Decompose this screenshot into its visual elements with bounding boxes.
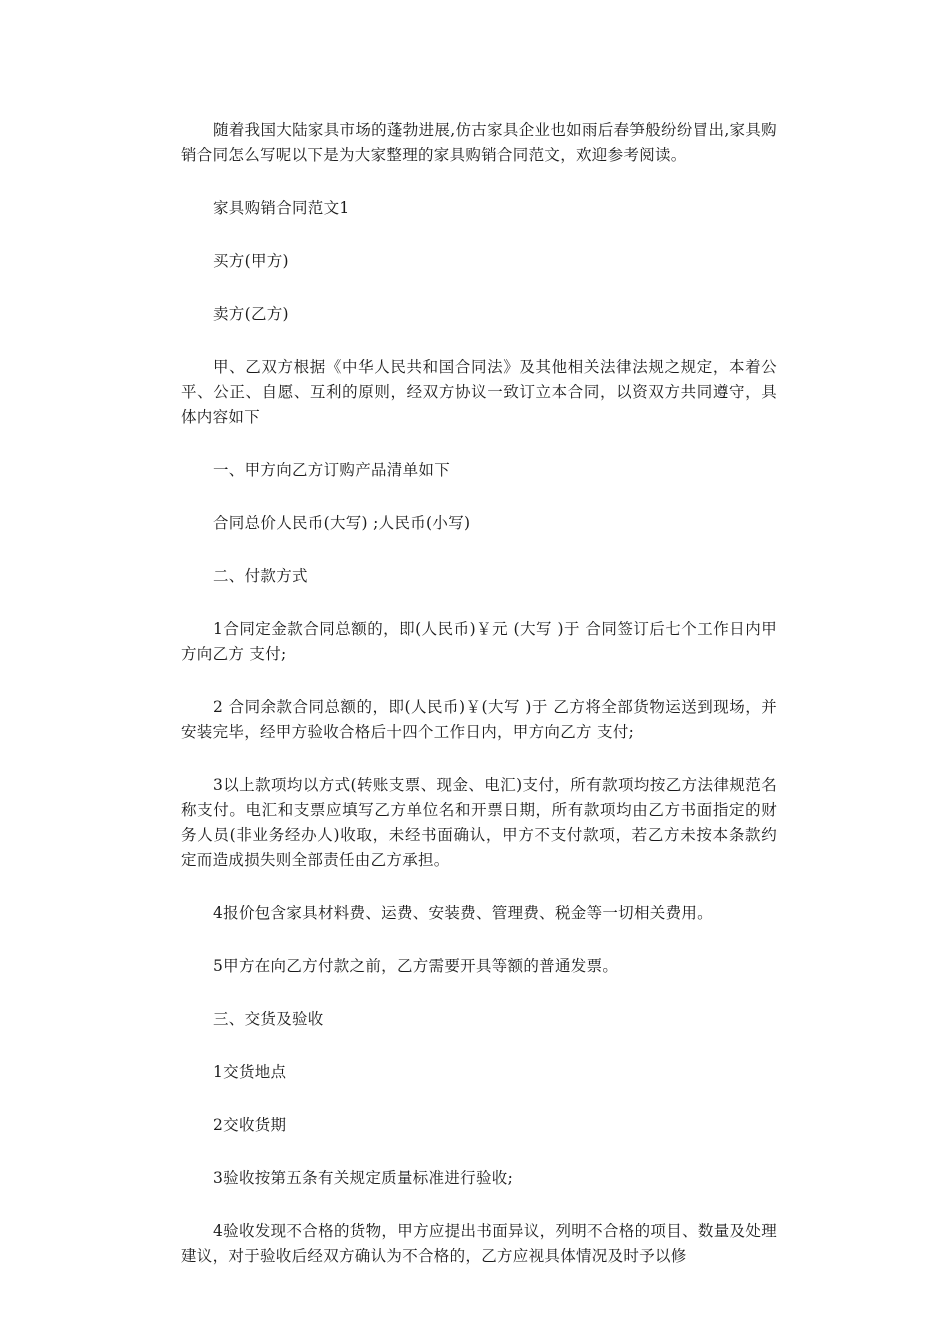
payment-clause-5: 5甲方在向乙方付款之前，乙方需要开具等额的普通发票。 (213, 957, 619, 975)
heading-payment-method: 二、付款方式 (213, 567, 308, 585)
total-price-line: 合同总价人民币(大写) ;人民币(小写) (213, 514, 471, 532)
buyer-line: 买方(甲方) (213, 252, 289, 270)
delivery-clause-1: 1交货地点 (213, 1063, 287, 1081)
seller-line: 卖方(乙方) (213, 305, 289, 323)
payment-clause-4: 4报价包含家具材料费、运费、安装费、管理费、税金等一切相关费用。 (213, 904, 713, 922)
section-title-sample-1: 家具购销合同范文1 (213, 199, 350, 217)
document-page (181, 118, 777, 1297)
preamble-paragraph: 甲、乙双方根据《中华人民共和国合同法》及其他相关法律法规之规定，本着公平、公正、自愿、互利的原则，经双方协议一致订立本合同，以资双方共同遵守，具体内容如下 (181, 358, 777, 426)
delivery-clause-2: 2交收货期 (213, 1116, 287, 1134)
payment-clause-2: 2 合同余款合同总额的，即(人民币)￥(大写 )于 乙方将全部货物运送到现场，并安装完毕，经甲方验收合格后十四个工作日内，甲方向乙方 支付; (181, 698, 777, 741)
delivery-clause-4: 4验收发现不合格的货物，甲方应提出书面异议，列明不合格的项目、数量及处理建议，对于验收后经双方确认为不合格的，乙方应视具体情况及时予以修 (181, 1222, 777, 1265)
intro-paragraph: 随着我国大陆家具市场的蓬勃进展,仿古家具企业也如雨后春笋般纷纷冒出,家具购销合同怎么写呢以下是为大家整理的家具购销合同范文，欢迎参考阅读。 (181, 121, 777, 164)
heading-delivery-acceptance: 三、交货及验收 (213, 1010, 324, 1028)
heading-product-list: 一、甲方向乙方订购产品清单如下 (213, 461, 451, 479)
delivery-clause-3: 3验收按第五条有关规定质量标准进行验收; (213, 1169, 514, 1187)
payment-clause-3: 3以上款项均以方式(转账支票、现金、电汇)支付，所有款项均按乙方法律规范名称支付。电汇和支票应填写乙方单位名和开票日期，所有款项均由乙方书面指定的财务人员(非业务经办人)收取，未经书面确认，甲方不支付款项，若乙方未按本条款约定而造成损失则全部责任由乙方承担。 (181, 776, 777, 869)
payment-clause-1: 1合同定金款合同总额的，即(人民币)￥元 (大写 )于 合同签订后七个工作日内甲方向乙方 支付; (181, 620, 777, 663)
